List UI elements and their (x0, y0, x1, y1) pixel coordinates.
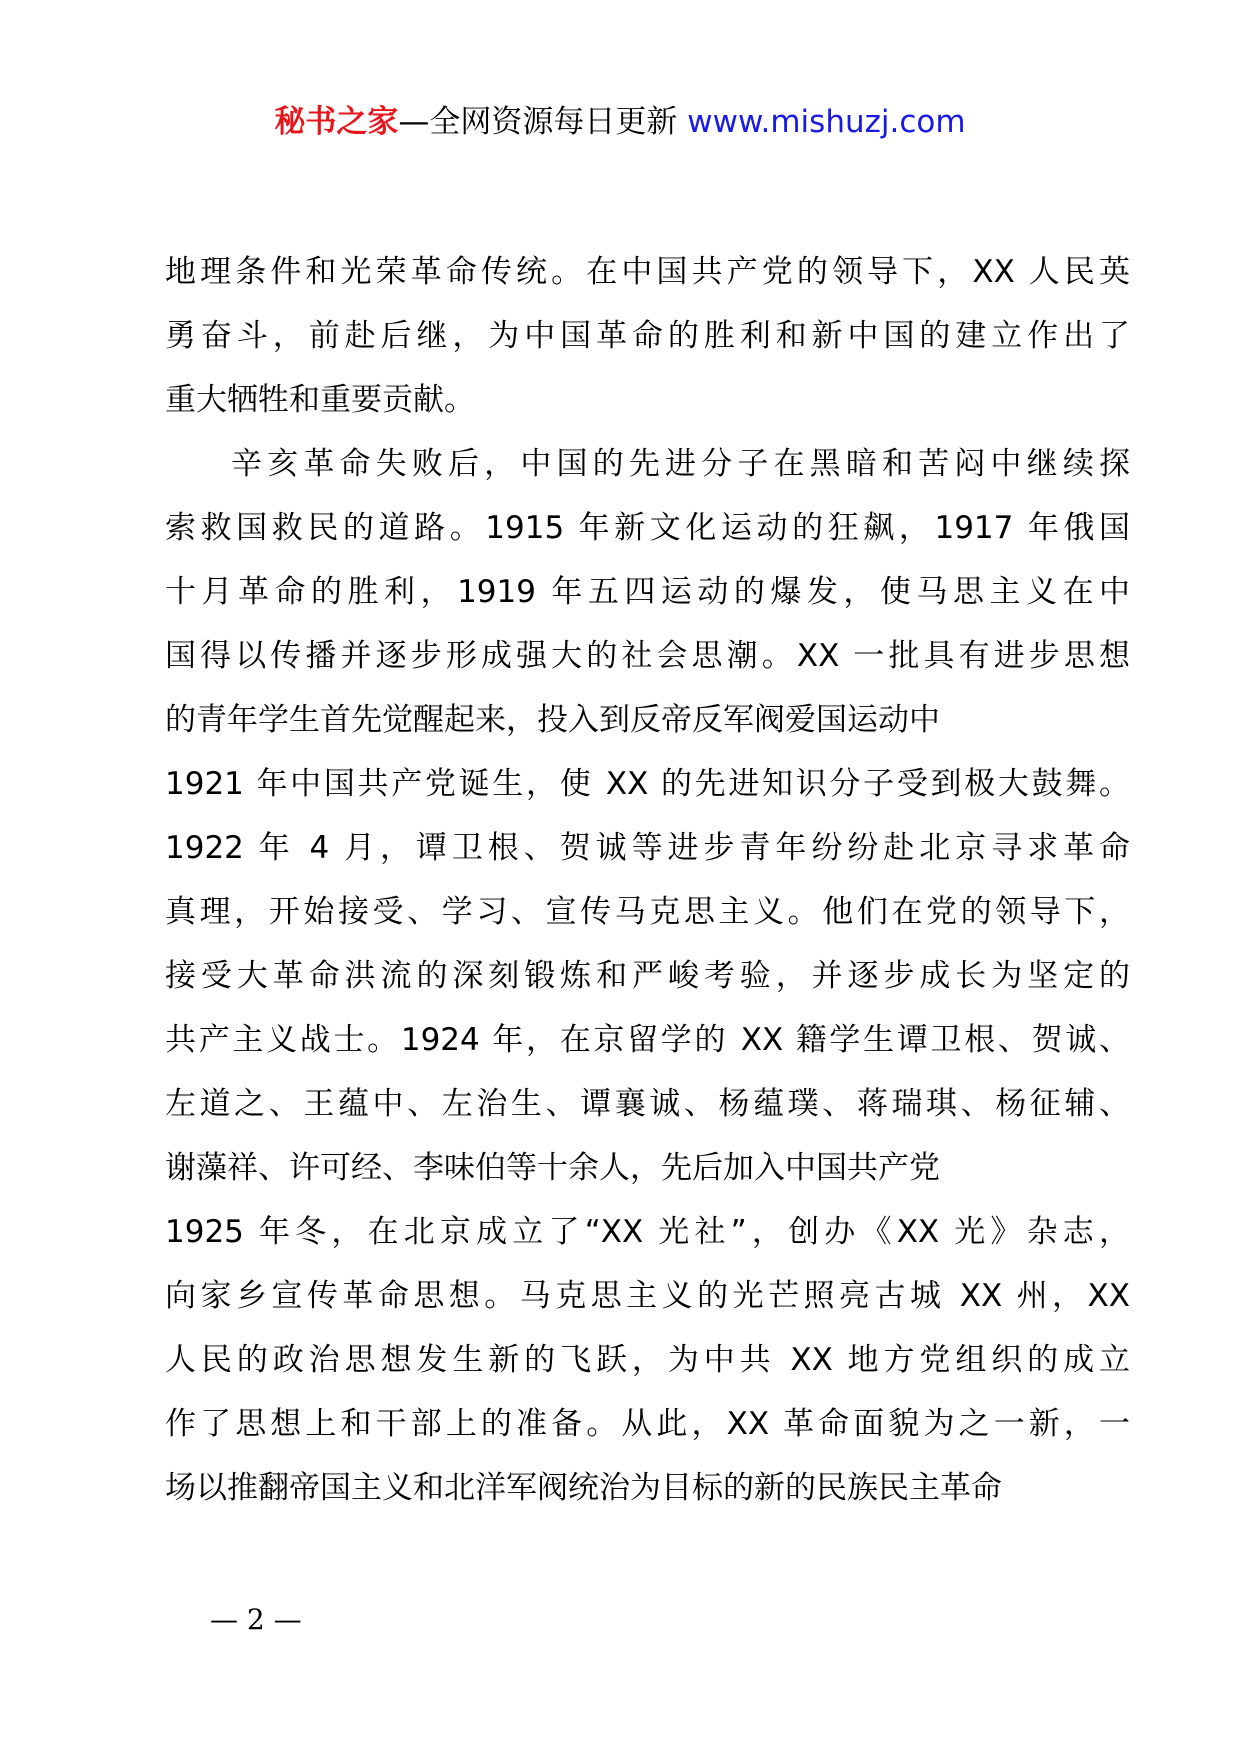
header-brand: 秘书之家 (274, 104, 399, 140)
body-line-12: 接受大革命洪流的深刻锻炼和严峻考验，并逐步成长为坚定的 (165, 958, 1130, 994)
body-line-1: 地理条件和光荣革命传统。在中国共产党的领导下，XX 人民英 (165, 254, 1130, 290)
body-line-10: 1922 年 4 月，谭卫根、贺诚等进步青年纷纷赴北京寻求革命 (165, 830, 1130, 866)
body-line-20: 场以推翻帝国主义和北洋军阀统治为目标的新的民族民主革命 (165, 1470, 1002, 1506)
body-line-4: 辛亥革命失败后，中国的先进分子在黑暗和苦闷中继续探 (231, 446, 1130, 482)
body-line-17: 向家乡宣传革命思想。马克思主义的光芒照亮古城 XX 州，XX (165, 1278, 1130, 1314)
body-line-15: 谢藻祥、许可经、李味伯等十余人，先后加入中国共产党 (165, 1150, 940, 1186)
body-line-18: 人民的政治思想发生新的飞跃，为中共 XX 地方党组织的成立 (165, 1342, 1130, 1378)
body-line-13: 共产主义战士。1924 年，在京留学的 XX 籍学生谭卫根、贺诚、 (165, 1022, 1130, 1058)
body-line-2: 勇奋斗，前赴后继，为中国革命的胜利和新中国的建立作出了 (165, 318, 1130, 354)
body-line-19: 作了思想上和干部上的准备。从此，XX 革命面貌为之一新，一 (165, 1406, 1130, 1442)
body-line-8: 的青年学生首先觉醒起来，投入到反帝反军阀爱国运动中 (165, 702, 940, 738)
body-line-3: 重大牺牲和重要贡献。 (165, 382, 475, 418)
page-number: — 2 — (210, 1603, 302, 1636)
header-url-link[interactable]: www.mishuzj.com (687, 104, 966, 140)
body-line-9: 1921 年中国共产党诞生，使 XX 的先进知识分子受到极大鼓舞。 (165, 766, 1130, 802)
document-body (165, 240, 1130, 1520)
header-slogan: —全网资源每日更新 (398, 104, 678, 140)
body-line-14: 左道之、王蕴中、左治生、谭襄诚、杨蕴璞、蒋瑞琪、杨征辅、 (165, 1086, 1130, 1122)
body-line-5: 索救国救民的道路。1915 年新文化运动的狂飙，1917 年俄国 (165, 510, 1130, 546)
body-line-16: 1925 年冬，在北京成立了“XX 光社”，创办《XX 光》杂志， (165, 1214, 1130, 1250)
page-header (0, 100, 1240, 144)
body-line-11: 真理，开始接受、学习、宣传马克思主义。他们在党的领导下， (165, 894, 1130, 930)
body-line-7: 国得以传播并逐步形成强大的社会思潮。XX 一批具有进步思想 (165, 638, 1130, 674)
body-line-6: 十月革命的胜利，1919 年五四运动的爆发，使马思主义在中 (165, 574, 1130, 610)
